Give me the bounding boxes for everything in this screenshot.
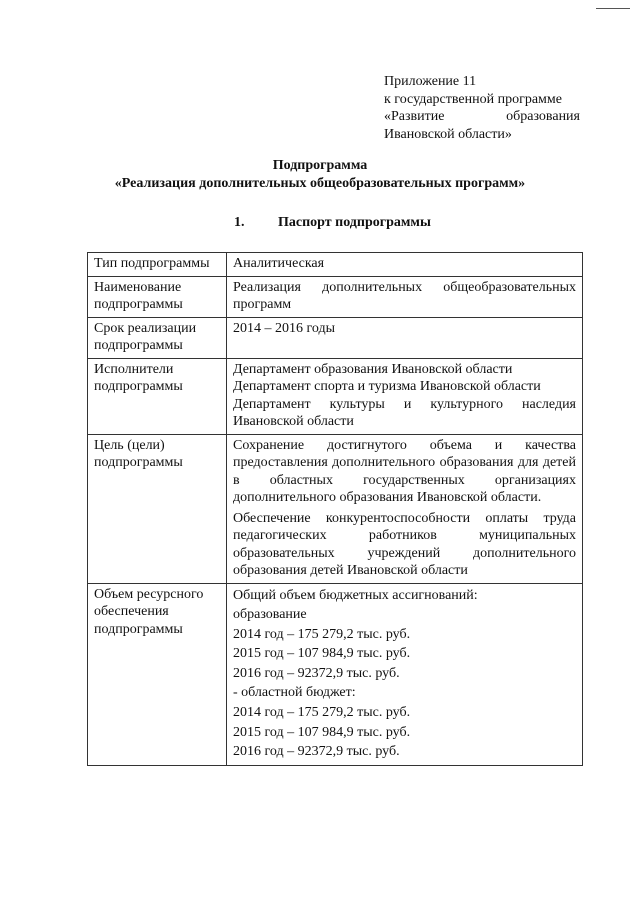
row-label: Исполнители подпрограммы [88,358,227,434]
row-label: Тип подпрограммы [88,253,227,277]
funding-line: 2014 год – 175 279,2 тыс. руб. [233,626,411,642]
appendix-line [384,108,580,126]
funding-line: 2015 год – 107 984,9 тыс. руб. [233,646,411,662]
row-label: Срок реализации подпрограммы [88,317,227,358]
row-value: Аналитическая [227,253,583,277]
table-row [88,434,583,583]
funding-line: 2016 год – 92372,9 тыс. руб. [233,665,400,681]
table-row [88,317,583,358]
funding-line: 2014 год – 175 279,2 тыс. руб. [233,705,411,721]
row-value [227,358,583,434]
subprogram-heading: Подпрограмма [272,158,368,173]
appendix-line: Приложение 11 [384,74,477,89]
executor-line: Департамент спорта и туризма Ивановской области [233,379,541,394]
section-heading [234,215,431,231]
funding-line: 2015 год – 107 984,9 тыс. руб. [233,724,411,740]
funding-line: 2016 год – 92372,9 тыс. руб. [233,744,400,760]
table-row [88,358,583,434]
executor-text: Департамент образования Ивановской области [233,361,513,377]
table-row [88,253,583,277]
funding-line: Общий объем бюджетных ассигнований: [233,587,478,603]
row-value: 2014 – 2016 годы [227,317,583,358]
table-row [88,276,583,317]
goal-paragraph: Сохранение достигнутого объема и качества предоставления дополнительного образования для детей в областных государственных организациях дополнительного образования Ивановской области. [233,437,576,505]
row-value [227,434,583,583]
scan-mark [596,8,630,9]
subprogram-title: «Реализация дополнительных общеобразовательных программ» [114,176,526,191]
row-value: Реализация дополнительных общеобразовательных программ [227,276,583,317]
row-label: Объем ресурсного обеспечения подпрограммы [88,583,227,765]
appendix-line: к государственной программе [384,91,562,107]
executor-line: Департамент культуры и культурного наследия Ивановской области [233,396,576,429]
section-number: 1. [234,215,245,230]
appendix-word: образования [506,109,580,124]
appendix-word: «Развитие [384,109,445,124]
section-title: Паспорт подпрограммы [278,215,431,230]
appendix-line: Ивановской области» [384,126,512,142]
row-label: Наименование подпрограммы [88,276,227,317]
table-row [88,583,583,765]
passport-table [87,252,583,766]
funding-line: - областной бюджет: [233,685,356,701]
executor-line [233,361,576,379]
row-label: Цель (цели) подпрограммы [88,434,227,583]
goal-paragraph: Обеспечение конкурентоспособности оплаты труда педагогических работников муниципальных образовательных учреждений дополнительного образования детей Ивановской области [233,510,576,578]
funding-line: образование [233,607,307,623]
row-value [227,583,583,765]
appendix-note [384,73,580,143]
